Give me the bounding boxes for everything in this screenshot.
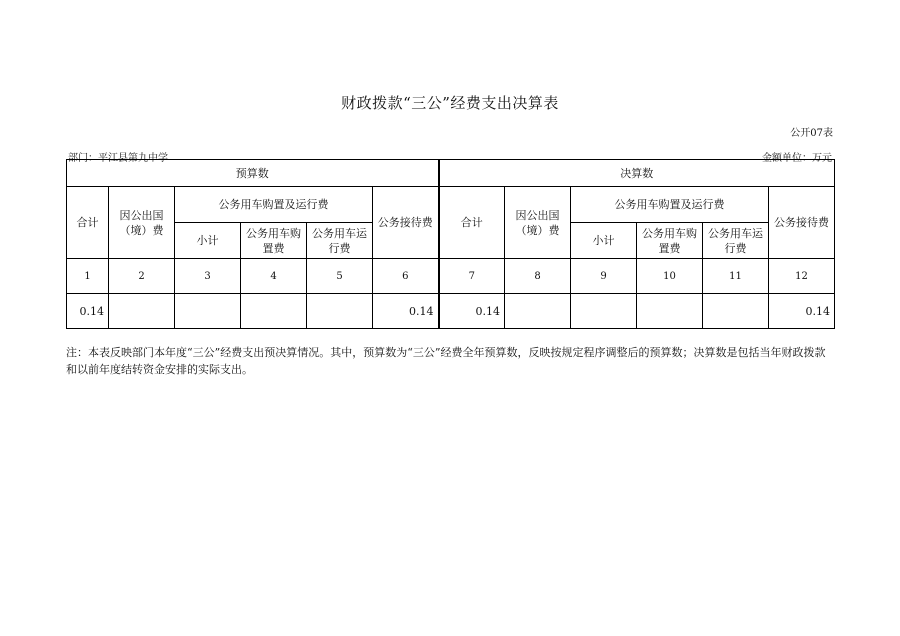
final-abroad-cell <box>505 294 571 329</box>
col-number: 7 <box>439 259 505 294</box>
final-reception-cell: 0.14 <box>769 294 835 329</box>
col-number: 9 <box>571 259 637 294</box>
col-number: 8 <box>505 259 571 294</box>
col-number: 5 <box>307 259 373 294</box>
budget-vehicle-purchase-header: 公务用车购置费 <box>241 223 307 259</box>
department-label: 部门：平江县第九中学 <box>68 153 168 164</box>
budget-subtotal-header: 小计 <box>175 223 241 259</box>
expenditure-table <box>66 159 835 329</box>
budget-total-cell: 0.14 <box>67 294 109 329</box>
budget-abroad-cell <box>109 294 175 329</box>
budget-group-header: 预算数 <box>67 160 439 187</box>
budget-subtotal-cell <box>175 294 241 329</box>
col-number: 1 <box>67 259 109 294</box>
final-vehicle-header: 公务用车购置及运行费 <box>571 187 769 223</box>
col-number: 3 <box>175 259 241 294</box>
unit-label: 金额单位：万元 <box>762 153 832 164</box>
budget-vehicle-purchase-cell <box>241 294 307 329</box>
group-header-row <box>67 160 835 187</box>
document-title: 财政拨款“三公”经费支出决算表 <box>341 94 559 112</box>
header-row-1 <box>67 187 835 223</box>
col-number: 2 <box>109 259 175 294</box>
final-vehicle-purchase-cell <box>637 294 703 329</box>
final-group-header: 决算数 <box>439 160 835 187</box>
col-number: 12 <box>769 259 835 294</box>
form-code: 公开07表 <box>790 128 833 139</box>
col-number: 11 <box>703 259 769 294</box>
budget-vehicle-header: 公务用车购置及运行费 <box>175 187 373 223</box>
final-subtotal-cell <box>571 294 637 329</box>
budget-total-header: 合计 <box>67 187 109 259</box>
budget-reception-cell: 0.14 <box>373 294 439 329</box>
budget-reception-header: 公务接待费 <box>373 187 439 259</box>
col-number: 10 <box>637 259 703 294</box>
final-vehicle-purchase-header: 公务用车购置费 <box>637 223 703 259</box>
final-total-cell: 0.14 <box>439 294 505 329</box>
budget-vehicle-operation-header: 公务用车运行费 <box>307 223 373 259</box>
final-abroad-header: 因公出国（境）费 <box>505 187 571 259</box>
budget-vehicle-operation-cell <box>307 294 373 329</box>
final-subtotal-header: 小计 <box>571 223 637 259</box>
final-vehicle-operation-cell <box>703 294 769 329</box>
final-reception-header: 公务接待费 <box>769 187 835 259</box>
footnote: 注：本表反映部门本年度“三公”经费支出预决算情况。其中，预算数为“三公”经费全年预算数，反映按规定程序调整后的预算数；决算数是包括当年财政拨款和以前年度结转资金安排的实际支出。 <box>66 346 826 376</box>
col-number: 6 <box>373 259 439 294</box>
final-total-header: 合计 <box>439 187 505 259</box>
table-row <box>67 294 835 329</box>
col-number: 4 <box>241 259 307 294</box>
column-number-row <box>67 259 835 294</box>
budget-abroad-header: 因公出国（境）费 <box>109 187 175 259</box>
final-vehicle-operation-header: 公务用车运行费 <box>703 223 769 259</box>
